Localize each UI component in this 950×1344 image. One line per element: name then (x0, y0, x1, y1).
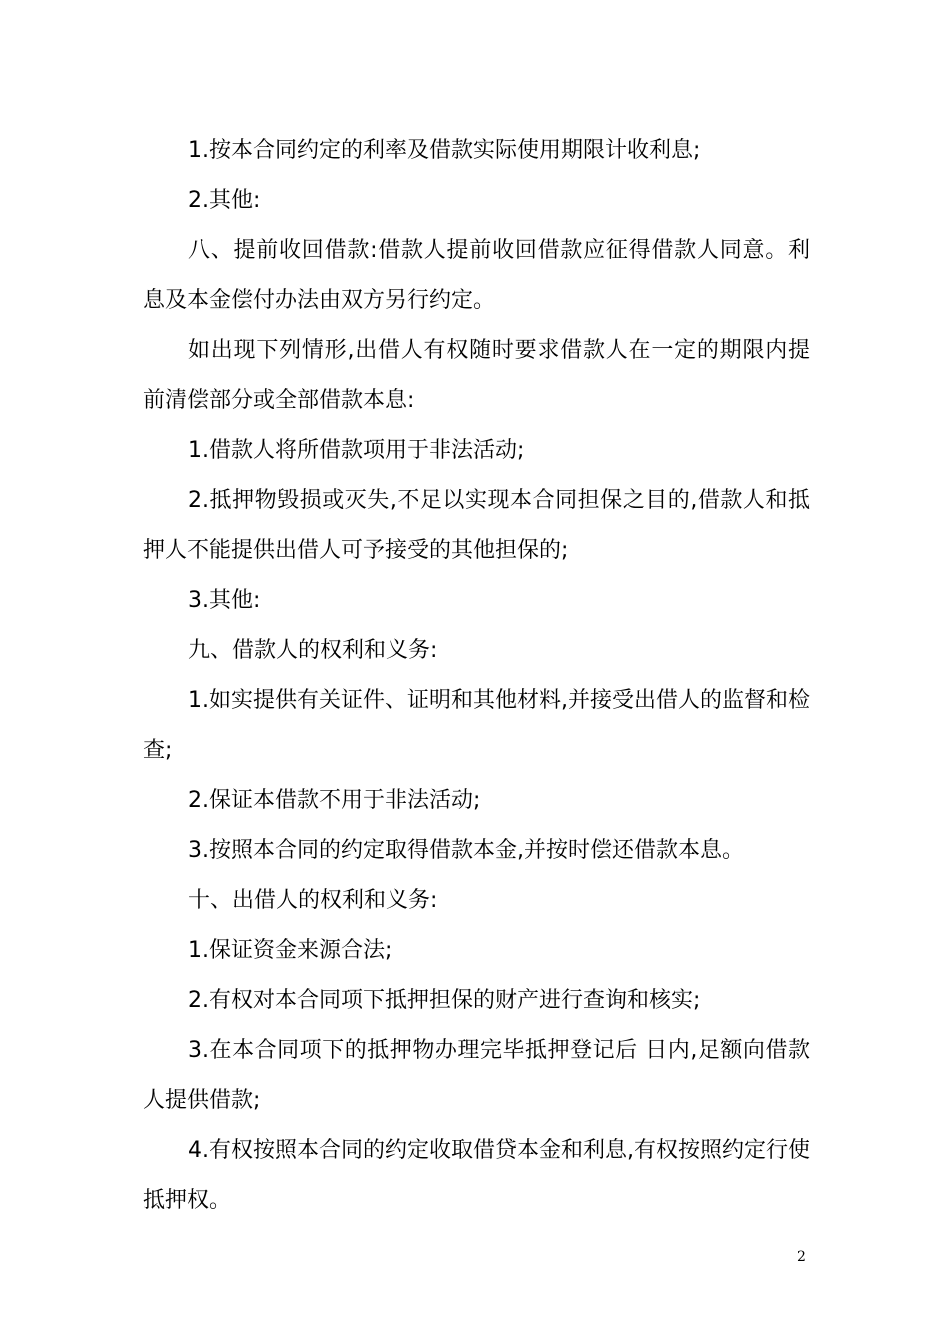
paragraph-early-repayment-conditions: 如出现下列情形,出借人有权随时要求借款人在一定的期限内提前清偿部分或全部借款本息: (143, 338, 810, 413)
paragraph-interest-calculation: 1.按本合同约定的利率及借款实际使用期限计收利息; (188, 138, 701, 163)
document-body (143, 126, 810, 1226)
paragraph-legal-funds: 1.保证资金来源合法; (188, 938, 393, 963)
paragraph-other-1: 2.其他: (188, 188, 261, 213)
paragraph-collect-principal: 4.有权按照本合同的约定收取借贷本金和利息,有权按照约定行使抵押权。 (143, 1138, 810, 1213)
paragraph-illegal-use: 1.借款人将所借款项用于非法活动; (188, 438, 525, 463)
paragraph-provide-documents: 1.如实提供有关证件、证明和其他材料,并接受出借人的监督和检查; (143, 688, 810, 763)
paragraph-collateral-damage: 2.抵押物毁损或灭失,不足以实现本合同担保之目的,借款人和抵押人不能提供出借人可予接受的其他担保的; (143, 488, 810, 563)
paragraph-other-2: 3.其他: (188, 588, 261, 613)
section-8-early-recall: 八、提前收回借款:借款人提前收回借款应征得借款人同意。利息及本金偿付办法由双方另行约定。 (143, 238, 810, 313)
paragraph-provide-loan: 3.在本合同项下的抵押物办理完毕抵押登记后 日内,足额向借款人提供借款; (143, 1038, 810, 1113)
section-10-lender-rights: 十、出借人的权利和义务: (188, 888, 438, 913)
page-number: 2 (797, 1249, 806, 1265)
paragraph-verify-collateral: 2.有权对本合同项下抵押担保的财产进行查询和核实; (188, 988, 701, 1013)
paragraph-no-illegal-use: 2.保证本借款不用于非法活动; (188, 788, 481, 813)
section-9-borrower-rights: 九、借款人的权利和义务: (188, 638, 438, 663)
paragraph-repay-on-time: 3.按照本合同的约定取得借款本金,并按时偿还借款本息。 (188, 838, 744, 863)
